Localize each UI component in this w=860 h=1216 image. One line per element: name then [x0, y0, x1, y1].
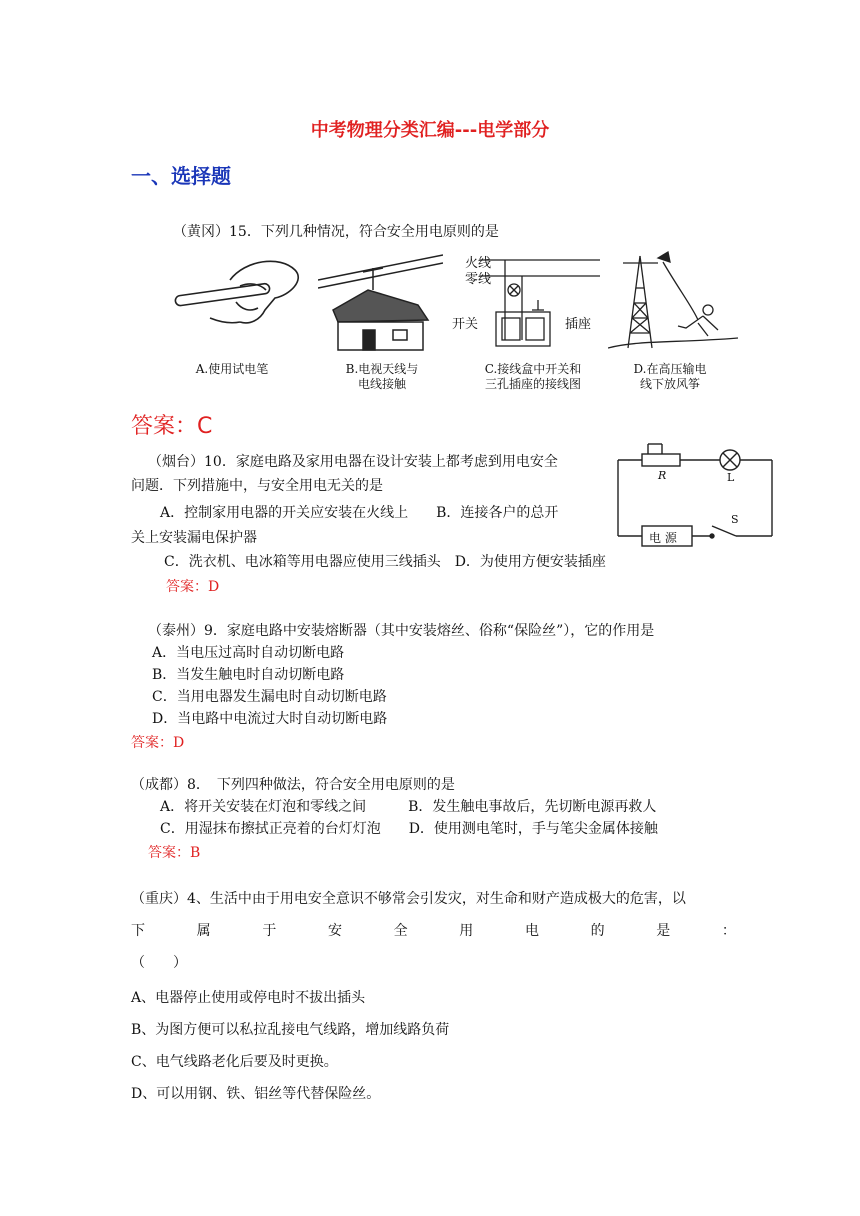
- caption-d-line1: D.在高压输电: [633, 362, 707, 376]
- question-4-stem: （成都）8． 下列四种做法，符合安全用电原则的是: [131, 777, 455, 793]
- question-4-line1: A．将开关安装在灯泡和零线之间 B．发生触电事故后，先切断电源再救人: [160, 799, 657, 815]
- question-2-line4: 关上安装漏电保护器: [131, 530, 257, 546]
- question-5-option-d: D、可以用钢、铁、铝丝等代替保险丝。: [131, 1086, 381, 1102]
- question-4-line2: C．用湿抹布擦拭正亮着的台灯灯泡 D．使用测电笔时，手与笔尖金属体接触: [160, 821, 658, 837]
- question-5-blank: （ ）: [131, 955, 187, 971]
- circuit-label-source: 电 源: [649, 531, 677, 545]
- question-5-option-a: A、电器停止使用或停电时不拔出插头: [131, 990, 366, 1006]
- question-5-word: 电: [524, 923, 539, 939]
- question-5-word: 下: [131, 923, 145, 939]
- circuit-label-r: R: [658, 469, 667, 482]
- question-5-word: 属: [196, 923, 211, 939]
- question-5-word: 的: [590, 923, 605, 939]
- page-title: 中考物理分类汇编---电学部分: [310, 120, 550, 141]
- caption-d: [610, 362, 730, 392]
- tv-antenna-illustration: [318, 250, 443, 355]
- test-pen-illustration: [170, 250, 310, 355]
- question-5-line1: （重庆）4、生活中由于用电安全意识不够常会引发灾，对生命和财产造成极大的危害，以: [131, 891, 686, 907]
- question-5-option-b: B、为图方便可以私拉乱接电气线路，增加线路负荷: [131, 1022, 450, 1038]
- label-neutral-wire: 零线: [465, 272, 492, 287]
- question-2-line3: A．控制家用电器的开关应安装在火线上 B．连接各户的总开: [160, 505, 559, 521]
- question-2-line2: 问题．下列措施中，与安全用电无关的是: [131, 478, 383, 494]
- label-socket: 插座: [565, 317, 592, 332]
- question-1-answer: 答案：C: [131, 414, 213, 439]
- question-2-line1: （烟台）10．家庭电路及家用电器在设计安装上都考虑到用电安全: [148, 454, 558, 470]
- caption-c: [458, 362, 608, 392]
- caption-b: [322, 362, 442, 392]
- question-4-answer: 答案：B: [148, 845, 201, 861]
- question-3-option-b: B．当发生触电时自动切断电路: [152, 667, 345, 683]
- circuit-label-s: S: [731, 513, 739, 526]
- question-5-option-c: C、电气线路老化后要及时更换。: [131, 1054, 338, 1070]
- question-3-option-a: A．当电压过高时自动切断电路: [152, 645, 345, 661]
- kite-tower-illustration: [608, 248, 738, 356]
- caption-c-line1: C.接线盒中开关和: [484, 362, 582, 376]
- question-5-word: 用: [459, 923, 474, 939]
- caption-d-line2: 线下放风筝: [639, 377, 700, 391]
- question-2-line5: C．洗衣机、电冰箱等用电器应使用三线插头 D．为使用方便安装插座: [164, 554, 606, 570]
- caption-a-line1: A.使用试电笔: [195, 362, 269, 376]
- question-2-answer: 答案：D: [166, 579, 220, 595]
- section-heading: 一、选择题: [131, 164, 231, 188]
- question-5-word: 全: [393, 923, 408, 939]
- caption-b-line2: 电线接触: [357, 377, 406, 391]
- question-3-answer: 答案：D: [131, 735, 185, 751]
- caption-b-line1: B.电视天线与: [345, 362, 419, 376]
- question-3-option-c: C．当用电器发生漏电时自动切断电路: [152, 689, 387, 705]
- label-switch: 开关: [452, 317, 479, 332]
- question-3-stem: （泰州）9．家庭电路中安装熔断器（其中安装熔丝、俗称“保险丝”），它的作用是: [148, 623, 655, 639]
- question-5-line2: [131, 920, 736, 940]
- question-1-stem: （黄冈）15．下列几种情况，符合安全用电原则的是: [173, 224, 499, 240]
- wiring-box-diagram: [450, 250, 610, 355]
- question-5-word: 是: [656, 923, 671, 939]
- question-5-word: 于: [262, 923, 277, 939]
- caption-c-line2: 三孔插座的接线图: [484, 377, 581, 391]
- label-hot-wire: 火线: [465, 256, 492, 271]
- caption-a: [172, 362, 292, 377]
- circuit-label-l: L: [727, 471, 735, 484]
- question-5-word: 安: [327, 923, 342, 939]
- circuit-diagram: [612, 440, 782, 552]
- question-5-word: ：: [721, 923, 736, 939]
- question-3-option-d: D．当电路中电流过大时自动切断电路: [152, 711, 388, 727]
